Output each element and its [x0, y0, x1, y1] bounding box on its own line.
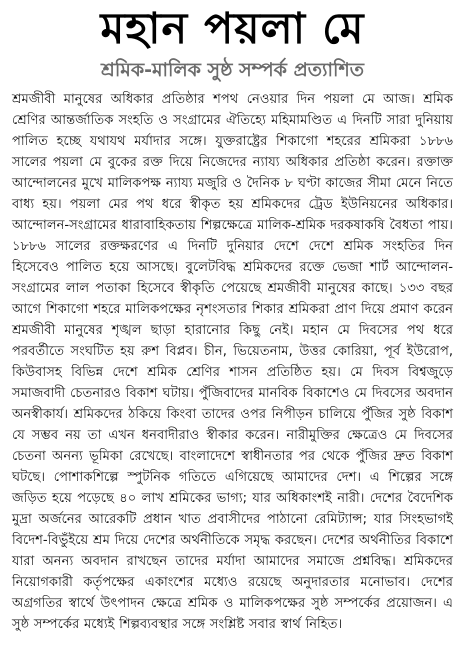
- article-subheadline: শ্রমিক-মালিক সুষ্ঠ সম্পর্ক প্রত্যাশিত: [101, 59, 364, 81]
- article-body: [12, 89, 453, 635]
- article-headline: মহান পয়লা মে: [100, 4, 365, 54]
- article-paragraph: শ্রমজীবী মানুষের অধিকার প্রতিষ্ঠার শপথ নেওয়ার দিন পয়লা মে আজ। শ্রমিক শ্রেণির আন্তর্জাতিক সংহতি ও সংগ্রামের ঐতিহ্যে মহিমামণ্ডিত এ দিনটি সারা দুনিয়ায় পালিত হচ্ছে যথাযথ মর্যাদার সঙ্গে। যুক্তরাষ্ট্রের শিকাগো শহরের শ্রমিকরা ১৮৮৬ সালের পয়লা মে বুকের রক্ত দিয়ে নিজেদের ন্যায্য অধিকার প্রতিষ্ঠা করেন। রক্তাক্ত আন্দোলনের মুখে মালিকপক্ষ ন্যায্য মজুরি ও দৈনিক ৮ ঘণ্টা কাজের সীমা মেনে নিতে বাধ্য হয়। পয়লা মের পথ ধরে স্বীকৃত হয় শ্রমিকদের ট্রেড ইউনিয়নের অধিকার। আন্দোলন-সংগ্রামের ধারাবাহিকতায় শিল্পক্ষেত্রে মালিক-শ্রমিক দরকষাকষি বৈধতা পায়। ১৮৮৬ সালের রক্তক্ষরণের এ দিনটি দুনিয়ার দেশে দেশে শ্রমিক সংহতির দিন হিসেবেও পালিত হয়ে আসছে। বুলেটবিদ্ধ শ্রমিকদের রক্তে ভেজা শার্ট আন্দোলন-সংগ্রামের লাল পতাকা হিসেবে স্বীকৃতি পেয়েছে শ্রমজীবী মানুষের কাছে। ১৩৩ বছর আগে শিকাগো শহরে মালিকপক্ষের নৃশংসতার শিকার শ্রমিকরা প্রাণ দিয়ে প্রমাণ করেন শ্রমজীবী মানুষের শৃঙ্খল ছাড়া হারানোর কিছু নেই। মহান মে দিবসের পথ ধরে পরবর্তীতে সংঘটিত হয় রুশ বিপ্লব। চীন, ভিয়েতনাম, উত্তর কোরিয়া, পূর্ব ইউরোপ, কিউবাসহ বিভিন্ন দেশে শ্রমিক শ্রেণির শাসন প্রতিষ্ঠিত হয়। মে দিবস বিশ্বজুড়ে সমাজবাদী চেতনারও বিকাশ ঘটায়। পুঁজিবাদের মানবিক বিকাশেও মে দিবসের অবদান অনস্বীকার্য। শ্রমিকদের ঠকিয়ে কিংবা তাদের ওপর নিপীড়ন চালিয়ে পুঁজির সুষ্ঠ বিকাশ যে সম্ভব নয় তা এখন ধনবাদীরাও স্বীকার করেন। নারীমুক্তির ক্ষেত্রেও মে দিবসের চেতনা অনন্য ভূমিকা রেখেছে। বাংলাদেশে স্বাধীনতার পর থেকে পুঁজির দ্রুত বিকাশ ঘটছে। পোশাকশিল্পে স্পুটনিক গতিতে এগিয়েছে আমাদের দেশ। এ শিল্পের সঙ্গে জড়িত হয়ে পড়েছে ৪০ লাখ শ্রমিকের ভাগ্য; যার অধিকাংশই নারী। দেশের বৈদেশিক মুদ্রা অর্জনের আরেকটি প্রধান খাত প্রবাসীদের পাঠানো রেমিট্যান্স; যার সিংহভাগই বিদেশ-বিভুঁইয়ে শ্রম দিয়ে দেশের অর্থনীতিকে সমৃদ্ধ করছেন। দেশের অর্থনীতির বিকাশে যারা অনন্য অবদান রাখছেন তাদের মর্যাদা আমাদের সমাজে প্রশ্নবিদ্ধ। শ্রমিকদের নিয়োগকারী কর্তৃপক্ষের একাংশের মধ্যেও রয়েছে অনুদারতার মনোভাব। দেশের অগ্রগতির স্বার্থে উৎপাদন ক্ষেত্রে শ্রমিক ও মালিকপক্ষের সুষ্ঠ সম্পর্কের প্রয়োজন। এ সুষ্ঠ সম্পর্কের মধ্যেই শিল্পব্যবস্থার সঙ্গে সংশ্লিষ্ট সবার স্বার্থ নিহিত।: [12, 92, 453, 632]
